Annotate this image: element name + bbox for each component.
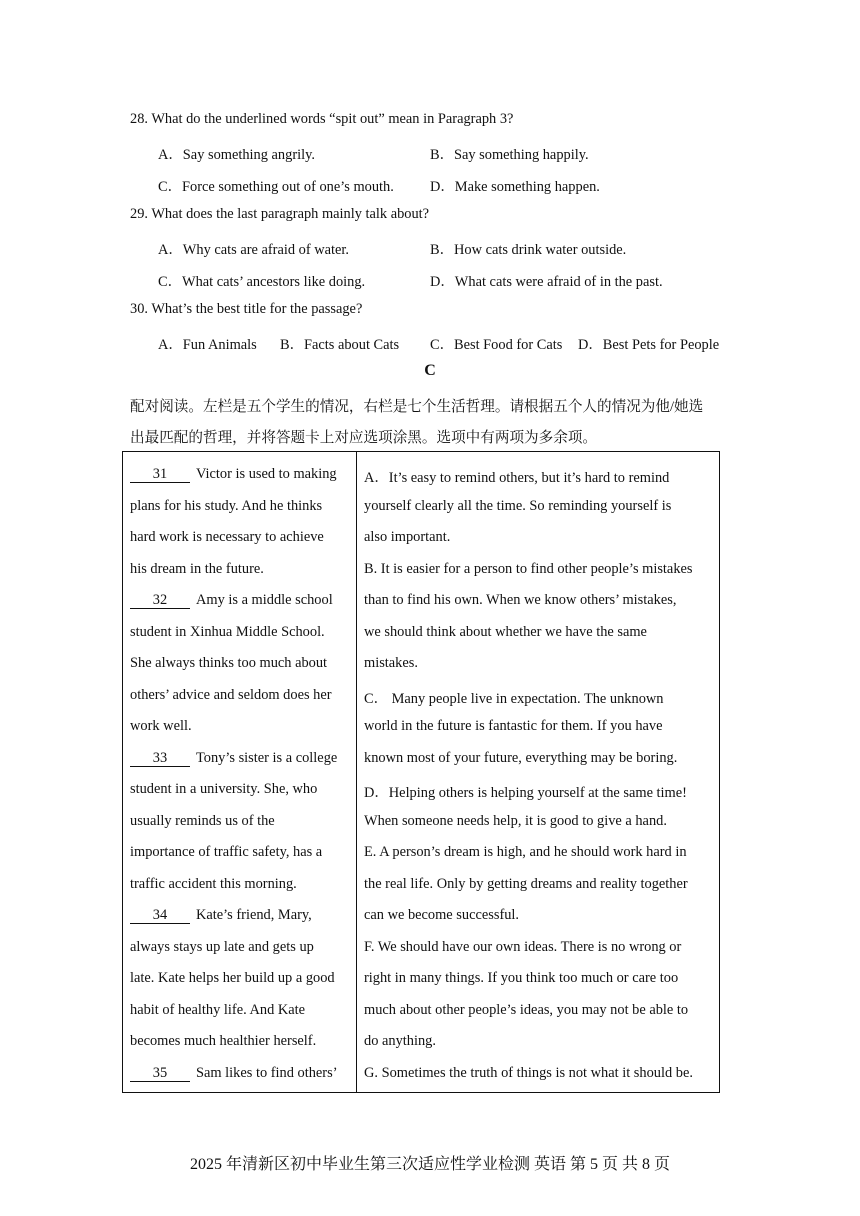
question-text: What does the last paragraph mainly talk about? (151, 206, 430, 222)
line-text: his dream in the future. (130, 560, 264, 577)
line-text: student in Xinhua Middle School. (130, 623, 325, 640)
question-28 (130, 111, 513, 128)
student-text-line (130, 655, 327, 672)
line-text: usually reminds us of the (130, 812, 275, 829)
answer-blank: 35 (130, 1065, 190, 1082)
student-text-line (130, 687, 332, 704)
philosophy-text-line: right in many things. If you think too much or care too (364, 970, 679, 986)
line-text: hard work is necessary to achieve (130, 529, 324, 545)
student-text-line (130, 970, 335, 987)
line-text: Kate’s friend, Mary, (196, 907, 312, 923)
philosophy-text-line: When someone needs help, it is good to give a hand. (364, 812, 667, 829)
student-text-line (130, 939, 314, 956)
line-text: late. Kate helps her build up a good (130, 970, 335, 986)
philosophy-text-line: world in the future is fantastic for them. If you have (364, 718, 663, 734)
student-text-line (130, 561, 264, 578)
philosophy-text-line: do anything. (364, 1033, 436, 1049)
student-item-start (130, 907, 312, 924)
line-text: She always thinks too much about (130, 655, 328, 671)
option-28-a: A．Say something angrily. (158, 147, 315, 163)
student-item-start (130, 592, 333, 609)
question-30 (130, 301, 362, 318)
line-text: importance of traffic safety, has a (130, 844, 323, 860)
student-text-line (130, 624, 325, 641)
student-item-start (130, 466, 337, 483)
section-instruction-line-1: 配对阅读。左栏是五个学生的情况，右栏是七个生活哲理。请根据五个人的情况为他/她选 (130, 399, 704, 415)
student-text-line (130, 813, 275, 830)
philosophy-text-line: yourself clearly all the time. So reminding yourself is (364, 497, 672, 514)
philosophy-text-line: G. Sometimes the truth of things is not what it should be. (364, 1064, 693, 1081)
page-footer: 2025 年清新区初中毕业生第三次适应性学业检测 英语 第 5 页 共 8 页 (189, 1156, 670, 1173)
student-text-line (130, 718, 192, 735)
question-number: 28. (130, 111, 148, 127)
student-text-line (130, 498, 322, 515)
option-30-d: D．Best Pets for People (578, 337, 720, 353)
philosophy-text-line: D．Helping others is helping yourself at the same time! (364, 785, 687, 801)
question-number: 29. (130, 206, 148, 222)
option-29-c: C．What cats’ ancestors like doing. (158, 274, 366, 290)
option-29-d: D．What cats were afraid of in the past. (430, 274, 663, 290)
philosophy-text-line: B. It is easier for a person to find other people’s mistakes (364, 560, 693, 577)
option-30-b: B．Facts about Cats (280, 337, 400, 353)
student-text-line (130, 844, 322, 861)
philosophy-text-line: known most of your future, everything may be boring. (364, 749, 678, 766)
philosophy-text-line: E. A person’s dream is high, and he should work hard in (364, 844, 687, 860)
student-text-line (130, 781, 317, 798)
line-text: traffic accident this morning. (130, 875, 297, 892)
line-text: work well. (130, 718, 192, 734)
section-heading: C (424, 362, 436, 379)
student-item-start (130, 750, 337, 767)
answer-blank: 32 (130, 592, 190, 609)
option-29-b: B．How cats drink water outside. (430, 242, 627, 258)
question-text: What’s the best title for the passage? (151, 301, 363, 317)
line-text: student in a university. She, who (130, 781, 318, 797)
philosophy-text-line: than to find his own. When we know others’ mistakes, (364, 592, 677, 608)
section-instruction-line-2: 出最匹配的哲理，并将答题卡上对应选项涂黑。选项中有两项为多余项。 (130, 430, 598, 446)
question-text: What do the underlined words “spit out” mean in Paragraph 3? (151, 111, 514, 127)
philosophy-text-line: can we become successful. (364, 907, 520, 923)
philosophy-text-line: we should think about whether we have the same (364, 623, 647, 640)
option-30-c: C．Best Food for Cats (430, 337, 563, 353)
question-number: 30. (130, 301, 148, 317)
line-text: always stays up late and gets up (130, 938, 314, 955)
matching-table (122, 451, 720, 1093)
philosophy-text-line: mistakes. (364, 655, 418, 671)
line-text: Victor is used to making (196, 466, 337, 482)
option-28-d: D．Make something happen. (430, 179, 600, 195)
student-text-line (130, 1033, 316, 1050)
option-28-b: B．Say something happily. (430, 147, 589, 163)
answer-blank: 31 (130, 466, 190, 483)
philosophy-text-line: the real life. Only by getting dreams and reality together (364, 875, 688, 892)
philosophy-text-line: A．It’s easy to remind others, but it’s hard to remind (364, 470, 670, 486)
philosophy-text-line: also important. (364, 529, 451, 545)
line-text: habit of healthy life. And Kate (130, 1001, 306, 1018)
line-text: becomes much healthier herself. (130, 1033, 317, 1049)
line-text: Amy is a middle school (196, 592, 333, 608)
option-29-a: A．Why cats are afraid of water. (158, 242, 349, 258)
answer-blank: 33 (130, 750, 190, 767)
student-text-line (130, 876, 297, 893)
line-text: plans for his study. And he thinks (130, 497, 323, 514)
line-text: others’ advice and seldom does her (130, 686, 332, 703)
philosophy-text-line: F. We should have our own ideas. There is no wrong or (364, 938, 682, 955)
answer-blank: 34 (130, 907, 190, 924)
student-text-line (130, 1002, 305, 1019)
student-text-line (130, 529, 324, 546)
line-text: Tony’s sister is a college (196, 749, 338, 766)
option-28-c: C．Force something out of one’s mouth. (158, 179, 394, 195)
philosophy-text-line: much about other people’s ideas, you may not be able to (364, 1001, 689, 1018)
option-30-a: A．Fun Animals (158, 337, 257, 353)
student-item-start (130, 1065, 338, 1082)
philosophy-text-line: C． Many people live in expectation. The unknown (364, 690, 664, 707)
question-29 (130, 206, 429, 223)
column-divider (356, 452, 357, 1092)
line-text: Sam likes to find others’ (196, 1064, 338, 1081)
